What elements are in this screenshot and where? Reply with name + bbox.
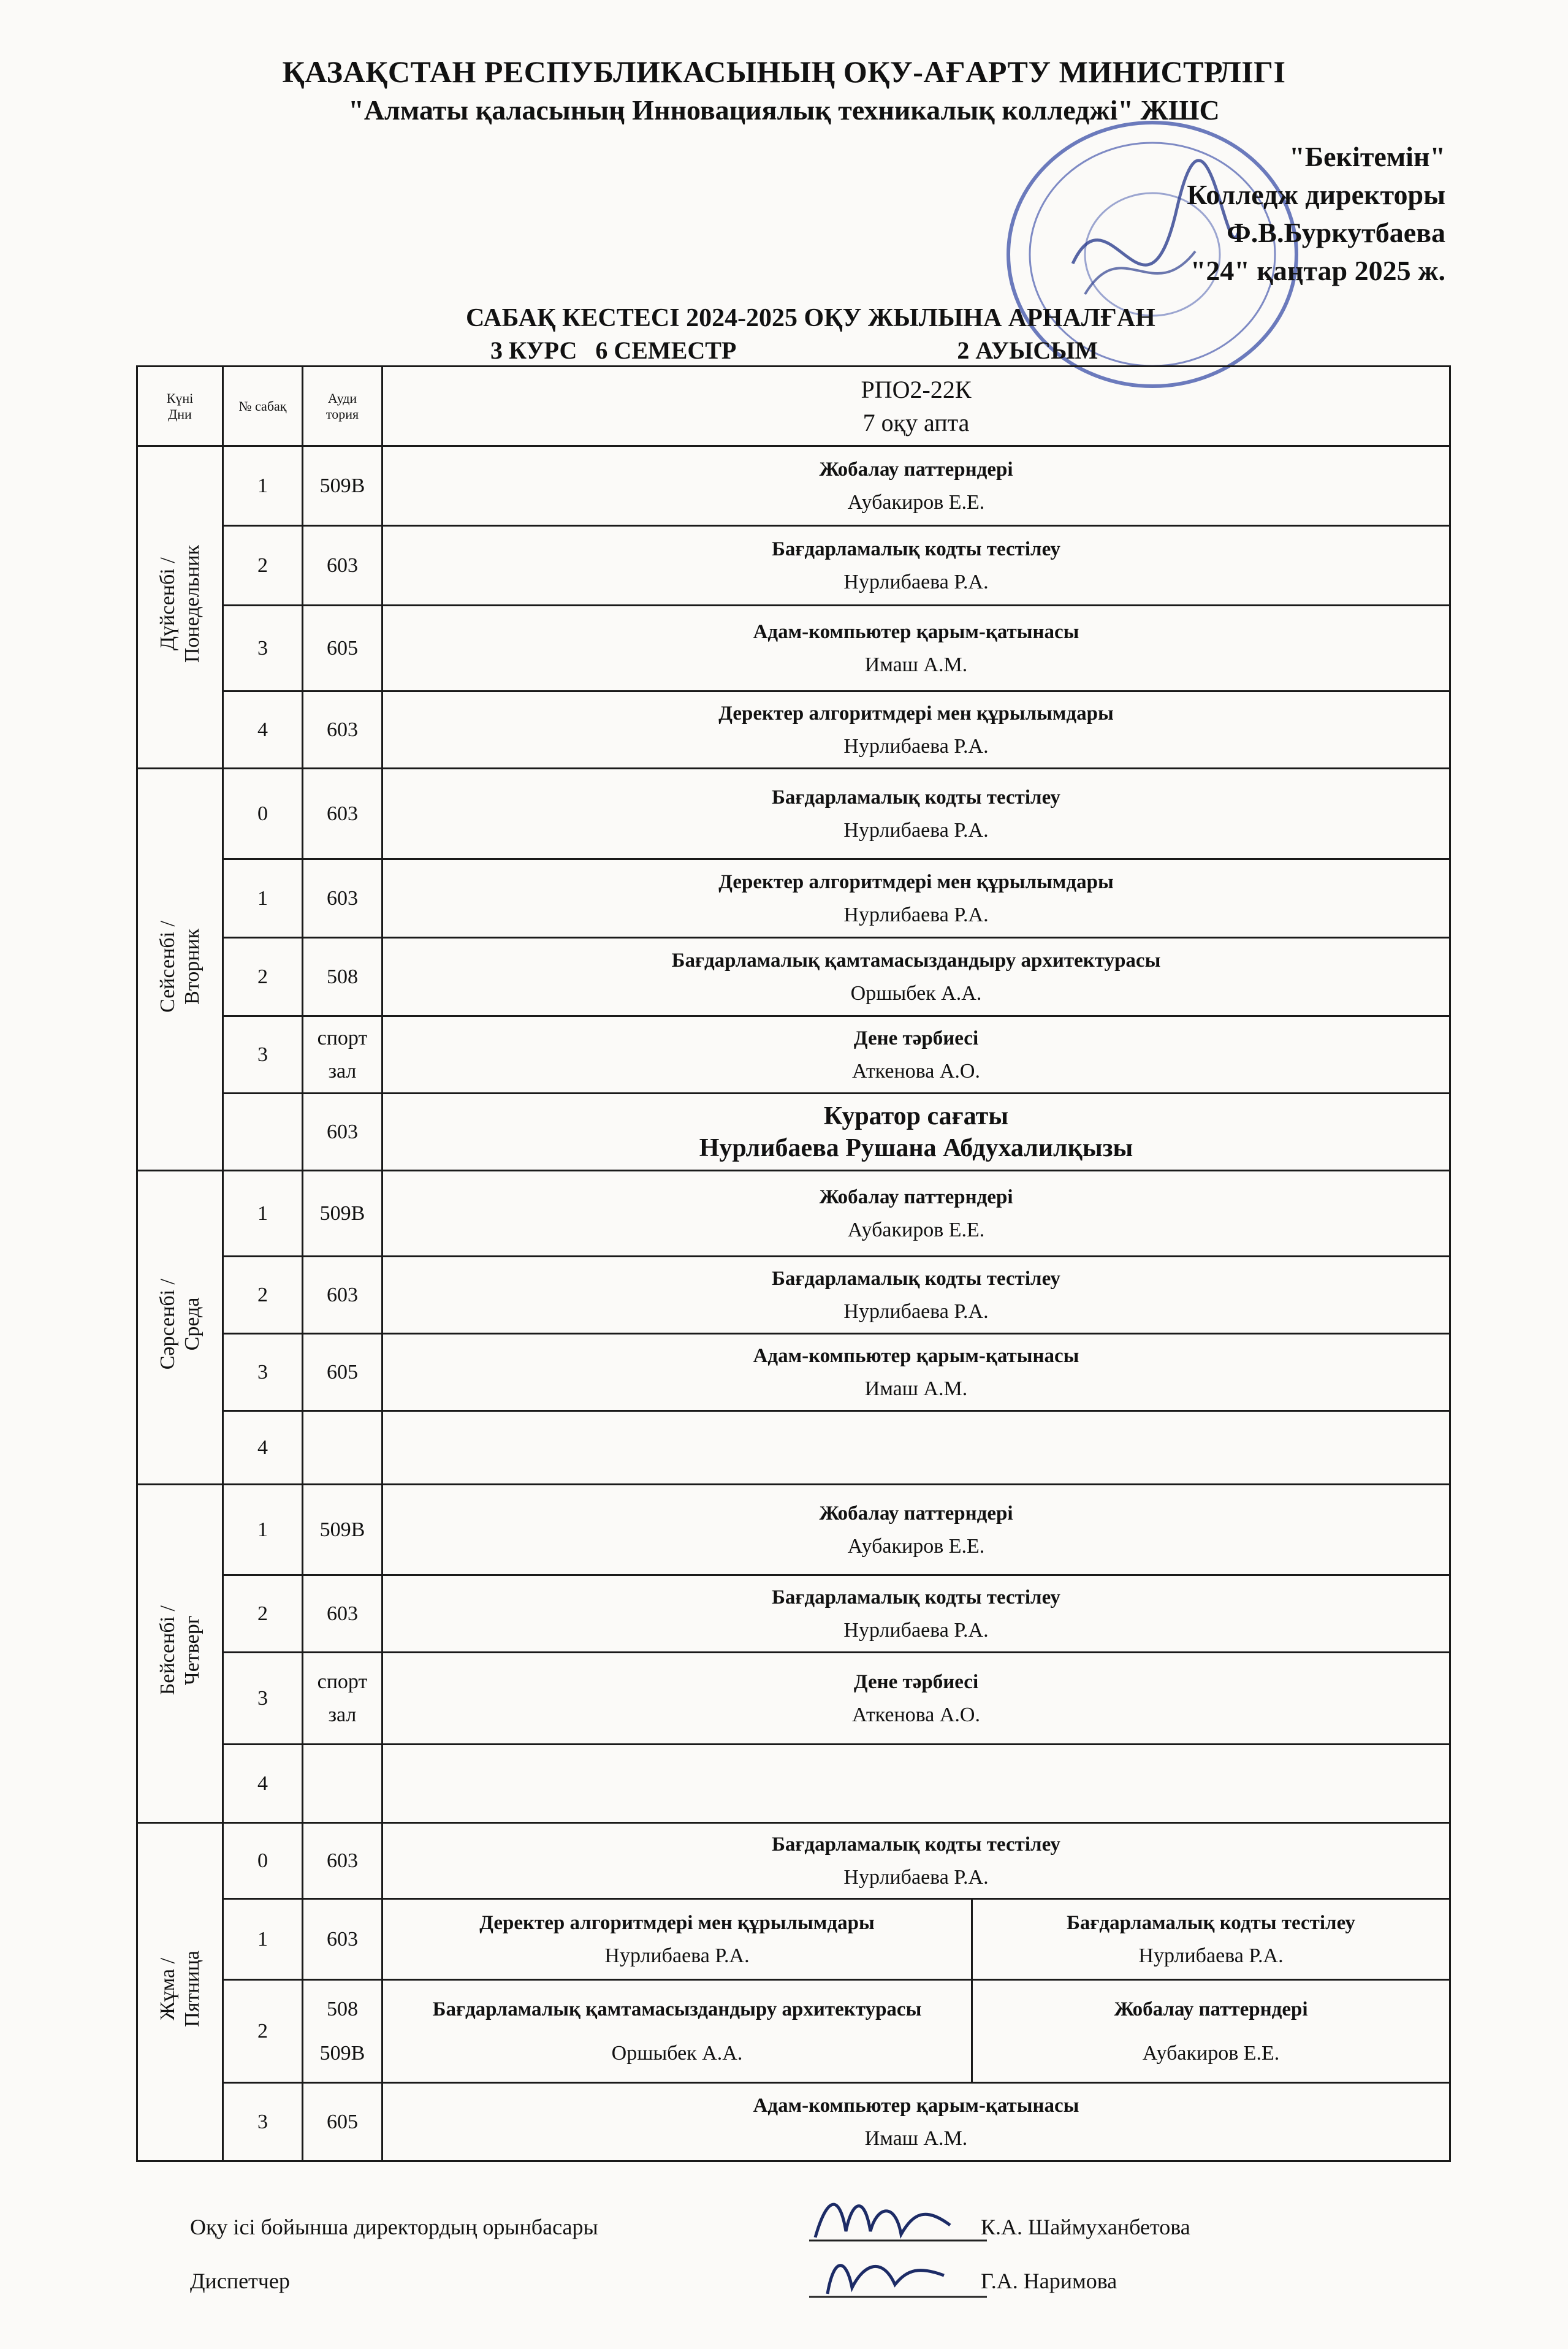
lesson-cell: Адам-компьютер қарым-қатынасы Имаш А.М. (382, 2083, 1450, 2161)
lesson-cell: Жобалау паттерндері Аубакиров Е.Е. (382, 1485, 1450, 1575)
table-row (137, 526, 1450, 606)
room: 603 (303, 859, 382, 938)
table-row (137, 1823, 1450, 1899)
col-day-header: Күні Дни (137, 367, 223, 446)
lesson-number: 2 (223, 1575, 303, 1653)
col-room-header: Ауди тория (303, 367, 382, 446)
table-row (137, 1171, 1450, 1257)
lesson-cell: Адам-компьютер қарым-қатынасы Имаш А.М. (382, 606, 1450, 691)
lesson-cell: Бағдарламалық кодты тестілеу Нурлибаева Р.А. (382, 526, 1450, 606)
lesson-cell-subgroup-b: Бағдарламалық кодты тестілеу Нурлибаева Р.А. (972, 1899, 1450, 1980)
table-row (137, 859, 1450, 938)
room: 603 (303, 1575, 382, 1653)
room: спорт зал (303, 1016, 382, 1094)
group-code: РПО2-22К (861, 375, 972, 403)
table-row (137, 2083, 1450, 2161)
room: 508 509В (303, 1980, 382, 2083)
table-row (137, 1575, 1450, 1653)
room (303, 1411, 382, 1485)
ministry-title: ҚАЗАҚСТАН РЕСПУБЛИКАСЫНЫҢ ОҚУ-АҒАРТУ МИНИСТРЛІГІ (282, 55, 1286, 89)
group-header (382, 367, 1450, 446)
room (303, 1745, 382, 1823)
room: 603 (303, 691, 382, 769)
lesson-cell: Бағдарламалық кодты тестілеу Нурлибаева Р.А. (382, 1257, 1450, 1334)
college-title: "Алматы қаласының Инновациялық техникалық колледжі" ЖШС (348, 94, 1220, 126)
table-row (137, 938, 1450, 1016)
dispatcher-title: Диспетчер (190, 2269, 290, 2293)
room: 605 (303, 606, 382, 691)
lesson-cell-subgroup-a: Бағдарламалық қамтамасыздандыру архитектурасы Оршыбек А.А. (382, 1980, 972, 2083)
room: 603 (303, 1823, 382, 1899)
table-row (137, 691, 1450, 769)
course-semester: 3 КУРС 6 СЕМЕСТР (490, 337, 737, 364)
room: 605 (303, 2083, 382, 2161)
lesson-number: 4 (223, 1411, 303, 1485)
curator-cell: Куратор сағаты Нурлибаева Рушана Абдухалилқызы (382, 1094, 1450, 1171)
day-monday: Дүйсенбі / Понедельник (137, 446, 223, 769)
table-row (137, 1257, 1450, 1334)
lesson-number: 1 (223, 1171, 303, 1257)
course-line (490, 336, 1098, 365)
lesson-cell (382, 1745, 1450, 1823)
table-row (137, 1411, 1450, 1485)
table-row (137, 1980, 1450, 2083)
lesson-cell-subgroup-b: Жобалау паттерндері Аубакиров Е.Е. (972, 1980, 1450, 2083)
table-row (137, 1899, 1450, 1980)
day-thursday: Бейсенбі / Четверг (137, 1485, 223, 1823)
room: 605 (303, 1334, 382, 1411)
lesson-number: 1 (223, 1485, 303, 1575)
table-row (137, 446, 1450, 526)
room: 508 (303, 938, 382, 1016)
room: 603 (303, 526, 382, 606)
table-row (137, 769, 1450, 859)
lesson-number: 3 (223, 606, 303, 691)
timetable (136, 365, 1451, 2162)
dispatcher-signature (803, 2239, 987, 2306)
lesson-number: 2 (223, 526, 303, 606)
table-row (137, 1094, 1450, 1171)
room: 603 (303, 1257, 382, 1334)
dispatcher-name: Г.А. Наримова (981, 2269, 1117, 2293)
lesson-cell: Адам-компьютер қарым-қатынасы Имаш А.М. (382, 1334, 1450, 1411)
lesson-cell: Деректер алгоритмдері мен құрылымдары Нурлибаева Р.А. (382, 859, 1450, 938)
lesson-number: 4 (223, 1745, 303, 1823)
lesson-cell: Жобалау паттерндері Аубакиров Е.Е. (382, 1171, 1450, 1257)
lesson-number: 1 (223, 859, 303, 938)
lesson-cell: Дене тәрбиесі Аткенова А.О. (382, 1653, 1450, 1745)
room: 509В (303, 1171, 382, 1257)
shift: 2 АУЫСЫМ (957, 337, 1098, 364)
day-tuesday: Сейсенбі / Вторник (137, 769, 223, 1171)
lesson-cell-subgroup-a: Деректер алгоритмдері мен құрылымдары Нурлибаева Р.А. (382, 1899, 972, 1980)
lesson-cell: Бағдарламалық кодты тестілеу Нурлибаева Р.А. (382, 1575, 1450, 1653)
lesson-number: 3 (223, 2083, 303, 2161)
lesson-number: 0 (223, 769, 303, 859)
lesson-number: 4 (223, 691, 303, 769)
deputy-name: К.А. Шаймуханбетова (981, 2215, 1190, 2239)
schedule-title: САБАҚ КЕСТЕСІ 2024-2025 ОҚУ ЖЫЛЫНА АРНАЛҒАН (466, 304, 1155, 332)
table-row (137, 1653, 1450, 1745)
lesson-number (223, 1094, 303, 1171)
lesson-cell: Бағдарламалық қамтамасыздандыру архитектурасы Оршыбек А.А. (382, 938, 1450, 1016)
approval-line-3: Ф.В.Буркутбаева (1227, 217, 1445, 248)
lesson-cell: Бағдарламалық кодты тестілеу Нурлибаева Р.А. (382, 769, 1450, 859)
room: 509В (303, 1485, 382, 1575)
lesson-number: 2 (223, 1980, 303, 2083)
approval-line-4: "24" қаңтар 2025 ж. (1190, 255, 1445, 286)
lesson-number: 0 (223, 1823, 303, 1899)
lesson-number: 3 (223, 1016, 303, 1094)
room: 603 (303, 1899, 382, 1980)
lesson-number: 2 (223, 938, 303, 1016)
day-friday: Жұма / Пятница (137, 1823, 223, 2161)
lesson-number: 1 (223, 1899, 303, 1980)
day-wednesday: Сәрсенбі / Среда (137, 1171, 223, 1485)
table-row (137, 1485, 1450, 1575)
lesson-cell: Бағдарламалық кодты тестілеу Нурлибаева Р.А. (382, 1823, 1450, 1899)
col-num-header: № сабақ (223, 367, 303, 446)
table-row (137, 606, 1450, 691)
deputy-title: Оқу ісі бойынша директордың орынбасары (190, 2215, 598, 2239)
week-label: 7 оқу апта (862, 408, 970, 436)
table-row (137, 1016, 1450, 1094)
lesson-cell: Жобалау паттерндері Аубакиров Е.Е. (382, 446, 1450, 526)
approval-line-2: Колледж директоры (1187, 179, 1445, 210)
room: спорт зал (303, 1653, 382, 1745)
room: 603 (303, 769, 382, 859)
lesson-number: 1 (223, 446, 303, 526)
room: 603 (303, 1094, 382, 1171)
table-header-row (137, 367, 1450, 446)
lesson-cell (382, 1411, 1450, 1485)
lesson-cell: Дене тәрбиесі Аткенова А.О. (382, 1016, 1450, 1094)
lesson-number: 3 (223, 1334, 303, 1411)
lesson-number: 2 (223, 1257, 303, 1334)
lesson-number: 3 (223, 1653, 303, 1745)
room: 509В (303, 446, 382, 526)
table-row (137, 1334, 1450, 1411)
table-row (137, 1745, 1450, 1823)
lesson-cell: Деректер алгоритмдері мен құрылымдары Нурлибаева Р.А. (382, 691, 1450, 769)
approval-line-1: "Бекітемін" (1289, 141, 1445, 172)
approval-block (1187, 138, 1445, 290)
